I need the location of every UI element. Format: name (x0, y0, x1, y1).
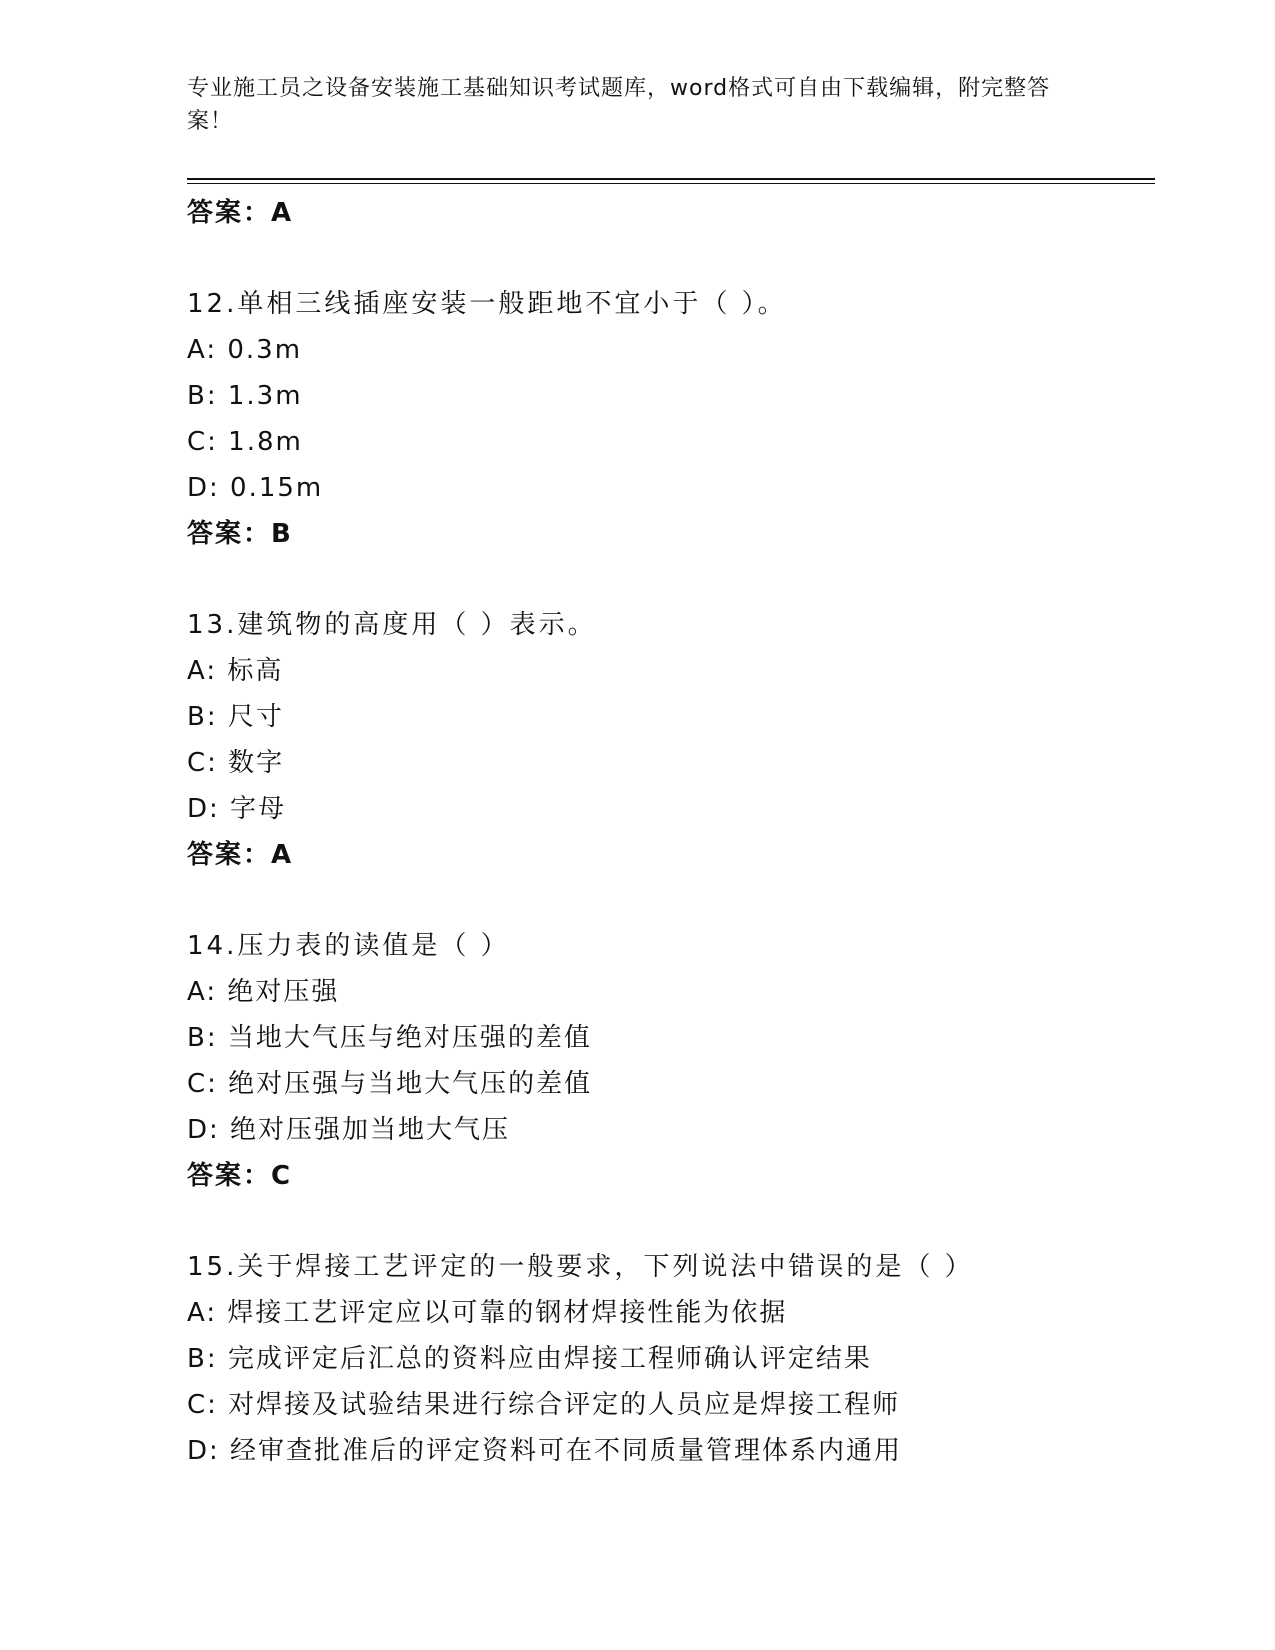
question-title: 14.压力表的读值是（ ） (187, 931, 510, 961)
option-d: D: 绝对压强加当地大气压 (187, 1115, 511, 1145)
spacer (187, 1199, 1155, 1244)
question-list (187, 190, 1155, 1474)
spacer (187, 557, 1155, 602)
option-c: C: 1.8m (187, 427, 303, 457)
option-a: A: 焊接工艺评定应以可靠的钢材焊接性能为依据 (187, 1298, 788, 1328)
header-divider-thick (187, 178, 1155, 180)
option-d: D: 经审查批准后的评定资料可在不同质量管理体系内通用 (187, 1436, 903, 1466)
spacer (187, 878, 1155, 923)
option-b: B: 尺寸 (187, 702, 284, 732)
question-13 (187, 602, 1155, 878)
question-15 (187, 1244, 1155, 1474)
question-title: 15.关于焊接工艺评定的一般要求，下列说法中错误的是（ ） (187, 1252, 974, 1282)
option-a: A: 绝对压强 (187, 977, 340, 1007)
spacer (187, 236, 1155, 281)
option-a: A: 0.3m (187, 335, 303, 365)
option-c: C: 绝对压强与当地大气压的差值 (187, 1069, 593, 1099)
option-b: B: 当地大气压与绝对压强的差值 (187, 1023, 592, 1053)
header-divider-thin (187, 183, 1155, 184)
option-c: C: 数字 (187, 748, 285, 778)
question-title: 12.单相三线插座安装一般距地不宜小于（ ）。 (187, 289, 787, 319)
option-d: D: 字母 (187, 794, 287, 824)
answer-line: 答案：C (187, 1161, 293, 1191)
option-c: C: 对焊接及试验结果进行综合评定的人员应是焊接工程师 (187, 1390, 901, 1420)
option-d: D: 0.15m (187, 473, 324, 503)
prior-answer: 答案：A (187, 198, 294, 228)
option-b: B: 完成评定后汇总的资料应由焊接工程师确认评定结果 (187, 1344, 872, 1374)
answer-line: 答案：B (187, 519, 293, 549)
question-14 (187, 923, 1155, 1199)
document-intro: 专业施工员之设备安装施工基础知识考试题库，word格式可自由下载编辑，附完整答案！ (187, 76, 1051, 134)
option-a: A: 标高 (187, 656, 284, 686)
question-title: 13.建筑物的高度用（ ）表示。 (187, 610, 597, 640)
answer-line: 答案：A (187, 840, 294, 870)
question-12 (187, 281, 1155, 557)
option-b: B: 1.3m (187, 381, 303, 411)
